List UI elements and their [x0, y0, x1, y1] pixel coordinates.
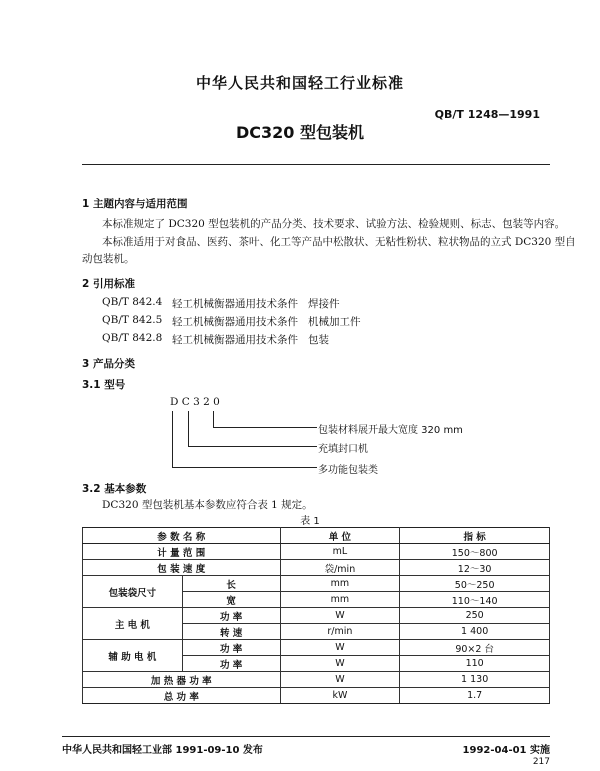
model-code-letters: D C 3 2 0 — [170, 396, 220, 408]
param-unit: W — [280, 640, 400, 656]
param-name: 主 电 机 — [83, 608, 183, 640]
param-unit: W — [280, 608, 400, 624]
table-header-row — [83, 528, 550, 544]
param-unit: mm — [280, 592, 400, 608]
header-divider — [82, 164, 550, 165]
header-parameter: 参 数 名 称 — [83, 528, 281, 544]
header-unit: 单 位 — [280, 528, 400, 544]
param-value: 110～140 — [400, 592, 550, 608]
param-value: 1 400 — [400, 624, 550, 640]
param-subname: 转 速 — [182, 624, 280, 640]
document-title: DC320 型包装机 — [236, 123, 364, 142]
param-name: 计 量 范 围 — [83, 544, 281, 560]
param-unit: W — [280, 672, 400, 688]
bracket-line — [213, 411, 214, 427]
reference-item — [102, 296, 340, 310]
table-row — [83, 576, 550, 592]
param-value: 250 — [400, 608, 550, 624]
param-subname: 功 率 — [182, 656, 280, 672]
bracket-line — [213, 427, 317, 428]
table-row — [83, 544, 550, 560]
param-subname: 长 — [182, 576, 280, 592]
param-value: 12～30 — [400, 560, 550, 576]
bracket-line — [188, 446, 317, 447]
header-value: 指 标 — [400, 528, 550, 544]
param-name: 包装袋尺寸 — [83, 576, 183, 608]
table-row — [83, 672, 550, 688]
param-name: 辅 助 电 机 — [83, 640, 183, 672]
param-value: 110 — [400, 656, 550, 672]
param-subname: 功 率 — [182, 608, 280, 624]
issuing-organization: 中华人民共和国轻工行业标准 — [195, 74, 404, 92]
param-unit: kW — [280, 688, 400, 704]
footer-divider — [62, 736, 550, 737]
section-1-paragraph-1: 本标准规定了 DC320 型包装机的产品分类、技术要求、试验方法、检验规则、标志、包装等内容。 — [102, 218, 566, 230]
param-name: 总 功 率 — [83, 688, 281, 704]
model-label-machine: 充填封口机 — [318, 444, 368, 455]
reference-part: 焊接件 — [308, 298, 340, 310]
issue-info: 中华人民共和国轻工业部 1991-09-10 发布 — [62, 745, 263, 756]
param-unit: mm — [280, 576, 400, 592]
reference-title: 轻工机械衡器通用技术条件 — [172, 334, 298, 346]
bracket-line — [188, 411, 189, 446]
section-2-heading: 2 引用标准 — [82, 278, 135, 290]
param-value: 1.7 — [400, 688, 550, 704]
section-3-1-heading: 3.1 型号 — [82, 379, 126, 391]
section-3-2-paragraph: DC320 型包装机基本参数应符合表 1 规定。 — [102, 499, 313, 511]
reference-item — [102, 332, 329, 346]
table-caption: 表 1 — [300, 516, 320, 527]
section-1-paragraph-2: 本标准适用于对食品、医药、茶叶、化工等产品中松散状、无粘性粉状、粒状物品的立式 DC320 型自 — [102, 236, 576, 248]
table-row — [83, 688, 550, 704]
section-1-paragraph-2-cont: 动包装机。 — [82, 253, 135, 265]
param-unit: W — [280, 656, 400, 672]
section-1-heading: 1 主题内容与适用范围 — [82, 198, 188, 210]
table-row — [83, 560, 550, 576]
model-label-category: 多功能包装类 — [318, 465, 378, 476]
param-value: 90×2 台 — [400, 640, 550, 656]
section-3-heading: 3 产品分类 — [82, 358, 135, 370]
bracket-line — [172, 411, 173, 467]
param-name: 加 热 器 功 率 — [83, 672, 281, 688]
param-value: 50～250 — [400, 576, 550, 592]
model-label-width: 包装材料展开最大宽度 320 mm — [318, 425, 463, 436]
page-number: 217 — [532, 757, 550, 767]
reference-part: 机械加工件 — [308, 316, 361, 328]
reference-title: 轻工机械衡器通用技术条件 — [172, 298, 298, 310]
param-unit: 袋/min — [280, 560, 400, 576]
param-value: 1 130 — [400, 672, 550, 688]
section-3-2-heading: 3.2 基本参数 — [82, 483, 147, 495]
param-subname: 功 率 — [182, 640, 280, 656]
reference-code: QB/T 842.4 — [102, 296, 163, 308]
param-value: 150～800 — [400, 544, 550, 560]
table-row — [83, 640, 550, 656]
param-unit: mL — [280, 544, 400, 560]
standard-number: QB/T 1248—1991 — [434, 108, 540, 121]
param-subname: 宽 — [182, 592, 280, 608]
reference-code: QB/T 842.8 — [102, 332, 163, 344]
effective-date: 1992-04-01 实施 — [462, 745, 550, 756]
bracket-line — [172, 467, 317, 468]
param-name: 包 装 速 度 — [83, 560, 281, 576]
reference-title: 轻工机械衡器通用技术条件 — [172, 316, 298, 328]
parameters-table — [82, 527, 550, 704]
param-unit: r/min — [280, 624, 400, 640]
table-row — [83, 608, 550, 624]
reference-code: QB/T 842.5 — [102, 314, 163, 326]
reference-part: 包装 — [308, 334, 329, 346]
reference-item — [102, 314, 361, 328]
